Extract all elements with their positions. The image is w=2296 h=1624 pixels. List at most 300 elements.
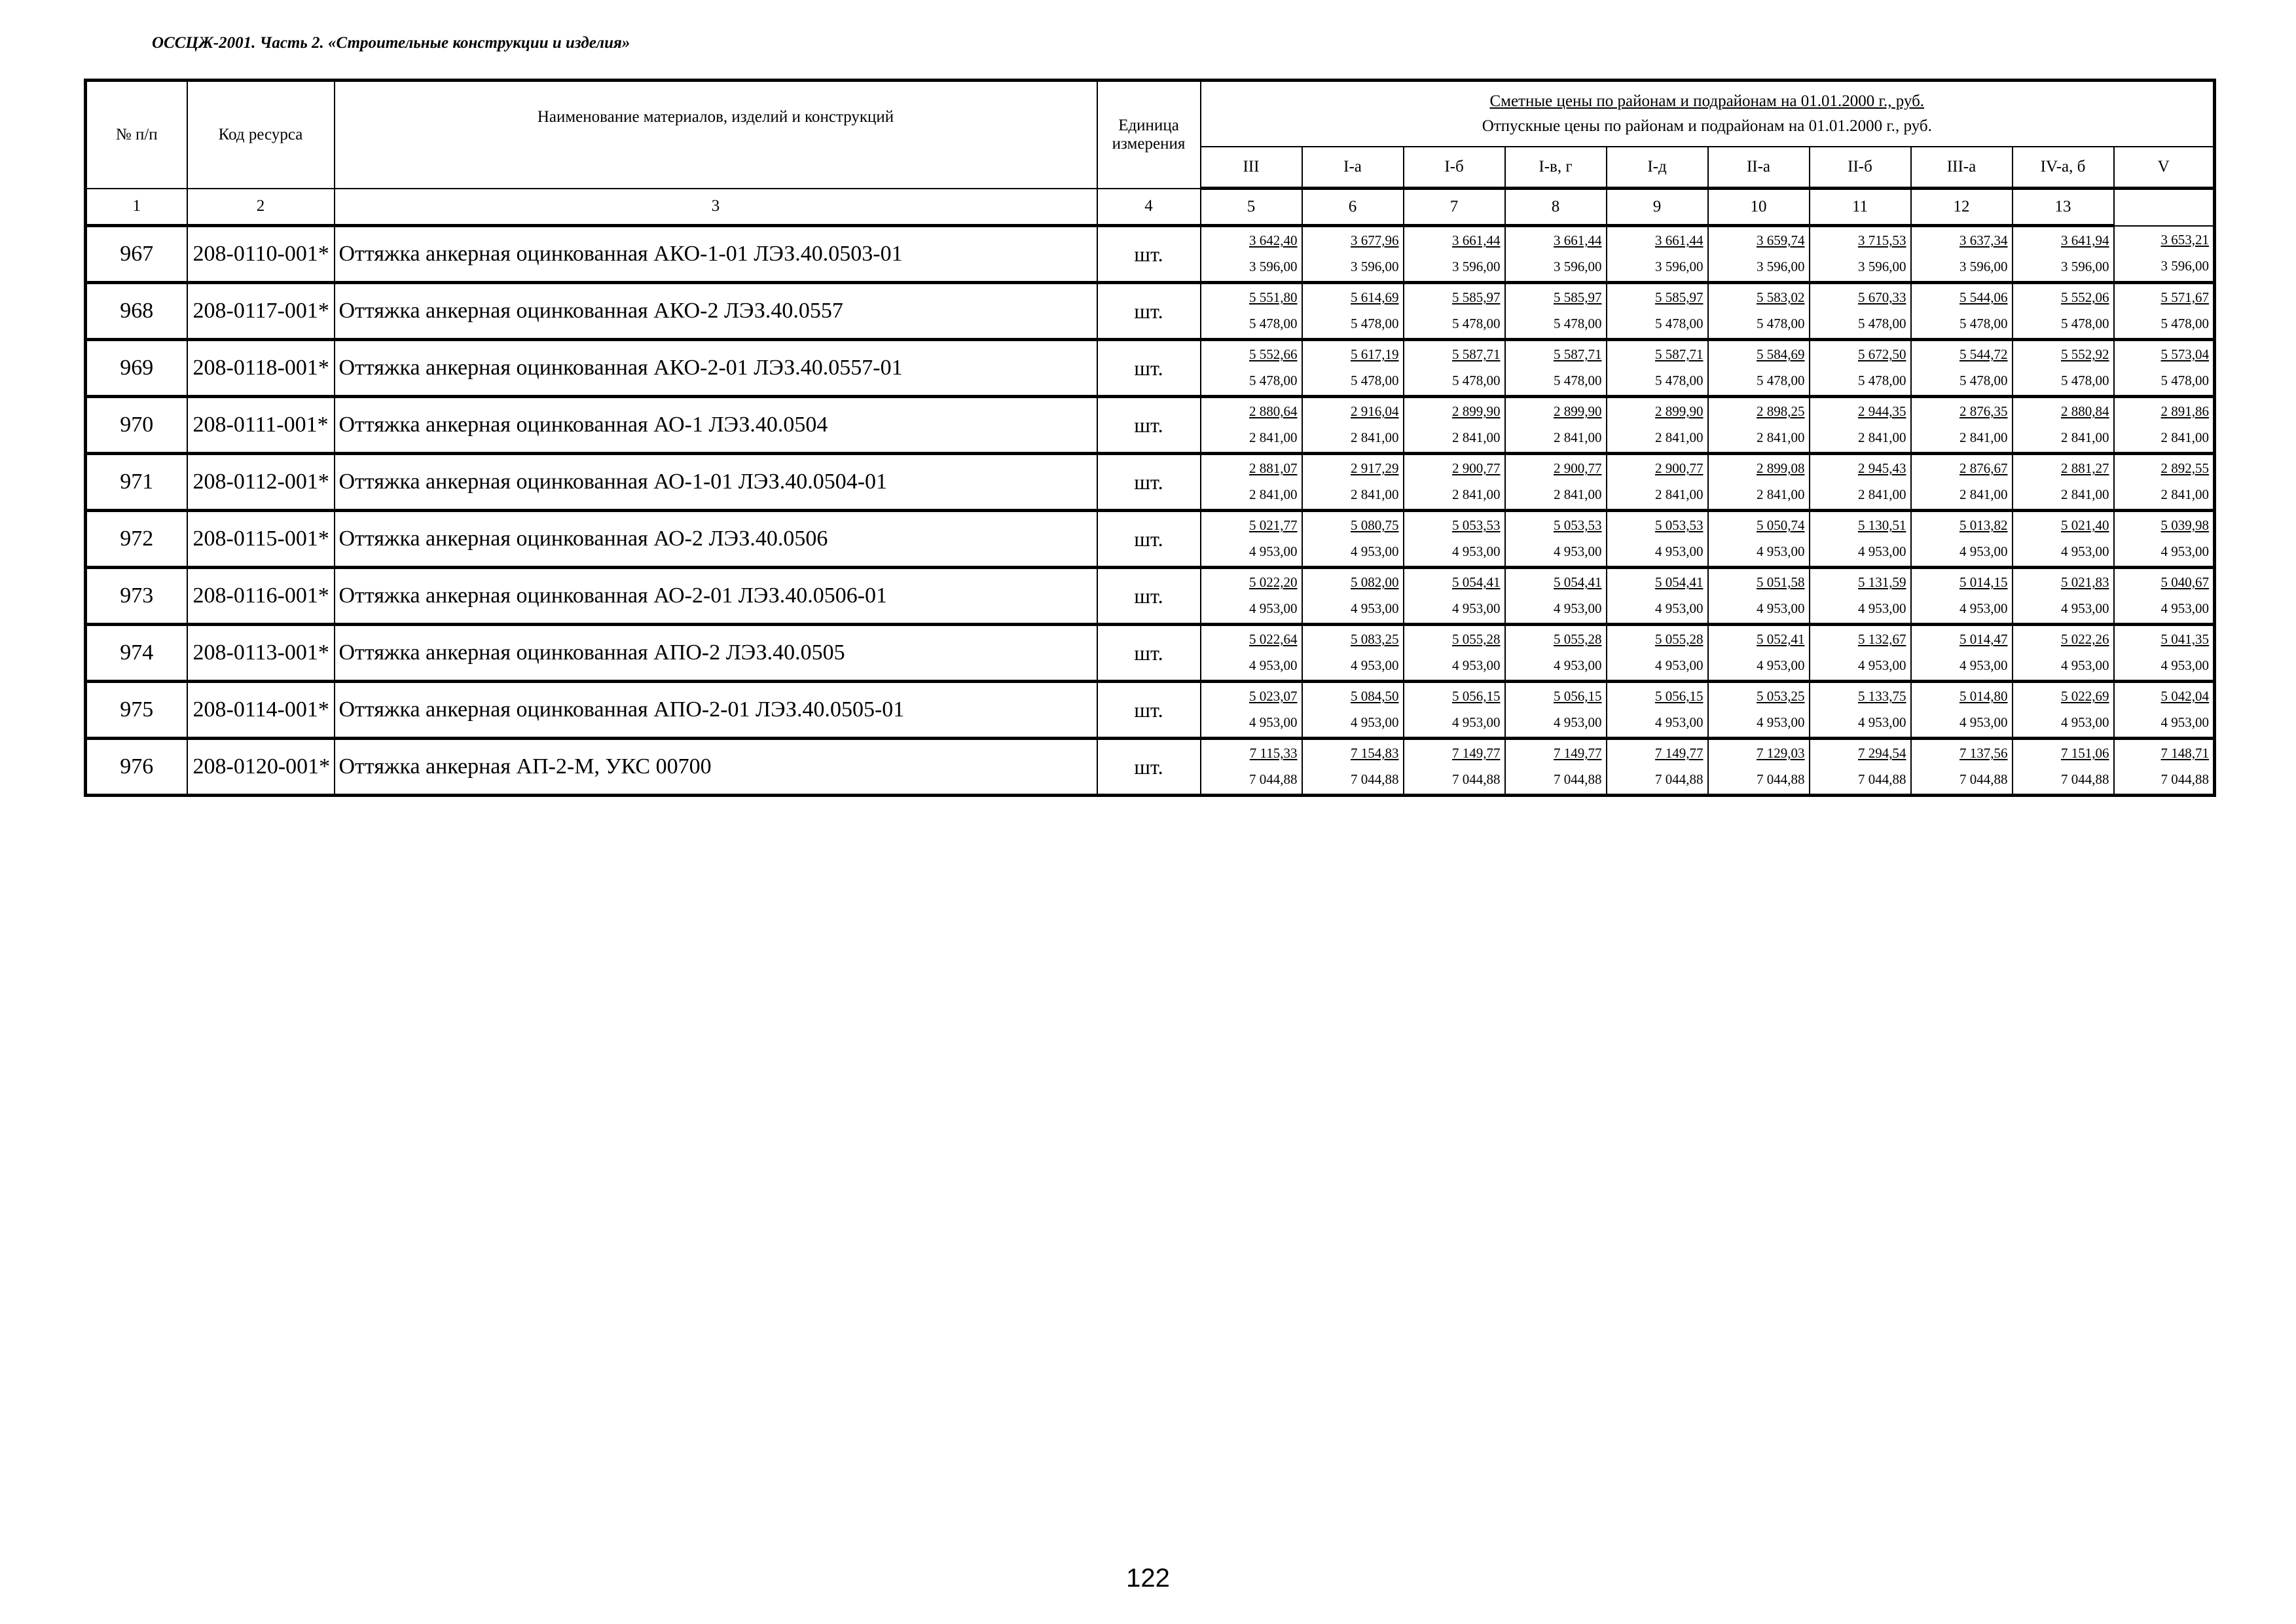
estimate-price: 2 900,77 <box>1554 460 1602 476</box>
price-cell <box>1505 568 1607 625</box>
estimate-price: 5 053,53 <box>1655 517 1704 533</box>
column-number: 7 <box>1404 189 1505 226</box>
price-cell <box>1708 511 1810 568</box>
price-cell <box>1708 397 1810 454</box>
price-cell <box>1404 340 1505 397</box>
unit-of-measure: шт. <box>1097 625 1201 682</box>
header-no: № п/п <box>86 81 187 189</box>
estimate-price: 5 013,82 <box>1959 517 2008 533</box>
unit-of-measure: шт. <box>1097 454 1201 511</box>
price-cell <box>1505 454 1607 511</box>
estimate-price: 5 544,72 <box>1959 346 2008 362</box>
row-number: 968 <box>86 283 187 340</box>
release-price: 2 841,00 <box>2061 487 2109 502</box>
release-price: 7 044,88 <box>1249 771 1298 787</box>
item-name: Оттяжка анкерная оцинкованная АО-2-01 ЛЭЗ.40.0506-01 <box>335 568 1097 625</box>
release-price: 7 044,88 <box>1351 771 1399 787</box>
price-cell <box>1201 226 1302 283</box>
release-price: 4 953,00 <box>2061 600 2109 616</box>
resource-code: 208-0120-001* <box>187 739 335 796</box>
release-price: 5 478,00 <box>1757 373 1805 388</box>
estimate-price: 7 149,77 <box>1655 745 1704 761</box>
release-price: 4 953,00 <box>1655 714 1704 730</box>
region-header: I-в, г <box>1505 147 1607 189</box>
estimate-price: 5 014,80 <box>1959 688 2008 704</box>
release-price: 5 478,00 <box>2160 316 2210 331</box>
estimate-price: 5 014,15 <box>1959 574 2008 590</box>
price-cell <box>1810 226 1911 283</box>
price-cell <box>1911 568 2013 625</box>
price-cell <box>1607 340 1708 397</box>
resource-code: 208-0114-001* <box>187 682 335 739</box>
release-price: 4 953,00 <box>1858 657 1906 673</box>
price-cell <box>1302 226 1404 283</box>
price-cell <box>1708 568 1810 625</box>
row-number: 972 <box>86 511 187 568</box>
row-number: 971 <box>86 454 187 511</box>
release-price: 3 596,00 <box>1554 259 1602 274</box>
price-cell <box>1607 568 1708 625</box>
release-price: 4 953,00 <box>2160 600 2210 616</box>
column-number: 12 <box>1911 189 2013 226</box>
unit-of-measure: шт. <box>1097 226 1201 283</box>
row-number: 969 <box>86 340 187 397</box>
price-cell <box>1607 397 1708 454</box>
release-price: 2 841,00 <box>1959 430 2008 445</box>
estimate-price: 2 881,07 <box>1249 460 1298 476</box>
estimate-price: 7 154,83 <box>1351 745 1399 761</box>
release-price: 4 953,00 <box>2061 544 2109 559</box>
row-number: 970 <box>86 397 187 454</box>
column-number-row <box>86 189 2215 226</box>
price-cell <box>2114 625 2215 682</box>
estimate-price: 5 052,41 <box>1757 631 1805 647</box>
resource-code: 208-0118-001* <box>187 340 335 397</box>
estimate-price: 5 584,69 <box>1757 346 1805 362</box>
release-price: 7 044,88 <box>1554 771 1602 787</box>
release-price: 2 841,00 <box>1554 487 1602 502</box>
price-cell <box>1607 511 1708 568</box>
price-cell <box>2013 568 2114 625</box>
estimate-price: 5 587,71 <box>1655 346 1704 362</box>
table-body <box>86 226 2215 796</box>
column-number: 11 <box>1810 189 1911 226</box>
price-cell <box>1708 739 1810 796</box>
price-cell <box>1404 682 1505 739</box>
price-cell <box>1708 454 1810 511</box>
item-name: Оттяжка анкерная АП-2-М, УКС 00700 <box>335 739 1097 796</box>
release-price: 5 478,00 <box>1655 373 1704 388</box>
release-price: 5 478,00 <box>1655 316 1704 331</box>
price-cell <box>1911 511 2013 568</box>
estimate-price: 7 151,06 <box>2061 745 2109 761</box>
release-price: 5 478,00 <box>1351 373 1399 388</box>
estimate-price: 5 585,97 <box>1655 289 1704 305</box>
item-name: Оттяжка анкерная оцинкованная АПО-2-01 ЛЭЗ.40.0505-01 <box>335 682 1097 739</box>
resource-code: 208-0113-001* <box>187 625 335 682</box>
estimate-price: 5 587,71 <box>1452 346 1501 362</box>
release-price: 4 953,00 <box>1249 657 1298 673</box>
estimate-price: 2 876,35 <box>1959 403 2008 419</box>
estimate-price: 2 916,04 <box>1351 403 1399 419</box>
header-prices-release: Отпускные цены по районам и подрайонам на 01.01.2000 г., руб. <box>1482 117 1932 135</box>
release-price: 2 841,00 <box>1858 487 1906 502</box>
estimate-price: 5 039,98 <box>2160 517 2210 533</box>
estimate-price: 3 677,96 <box>1351 232 1399 248</box>
release-price: 4 953,00 <box>1351 600 1399 616</box>
table-row <box>86 226 2215 283</box>
price-cell <box>1302 283 1404 340</box>
release-price: 2 841,00 <box>1757 430 1805 445</box>
release-price: 4 953,00 <box>1858 714 1906 730</box>
release-price: 4 953,00 <box>1452 657 1501 673</box>
estimate-price: 2 900,77 <box>1655 460 1704 476</box>
release-price: 4 953,00 <box>1959 544 2008 559</box>
price-cell <box>2013 226 2114 283</box>
estimate-price: 2 880,84 <box>2061 403 2109 419</box>
column-number: 5 <box>1201 189 1302 226</box>
estimate-price: 5 585,97 <box>1554 289 1602 305</box>
estimate-price: 2 899,90 <box>1452 403 1501 419</box>
price-cell <box>1302 511 1404 568</box>
unit-of-measure: шт. <box>1097 568 1201 625</box>
release-price: 5 478,00 <box>1249 373 1298 388</box>
price-table <box>84 79 2216 797</box>
price-cell <box>2013 739 2114 796</box>
release-price: 4 953,00 <box>1655 544 1704 559</box>
price-cell <box>1911 682 2013 739</box>
estimate-price: 5 084,50 <box>1351 688 1399 704</box>
release-price: 4 953,00 <box>2160 544 2210 559</box>
price-cell <box>1810 568 1911 625</box>
price-cell <box>1404 226 1505 283</box>
region-header: I-б <box>1404 147 1505 189</box>
release-price: 4 953,00 <box>1757 657 1805 673</box>
release-price: 3 596,00 <box>1351 259 1399 274</box>
estimate-price: 5 551,80 <box>1249 289 1298 305</box>
price-cell <box>1607 739 1708 796</box>
price-cell <box>1708 625 1810 682</box>
release-price: 5 478,00 <box>2061 373 2109 388</box>
release-price: 4 953,00 <box>1959 657 2008 673</box>
price-cell <box>1911 226 2013 283</box>
estimate-price: 5 670,33 <box>1858 289 1906 305</box>
region-header: II-б <box>1810 147 1911 189</box>
release-price: 4 953,00 <box>1452 600 1501 616</box>
estimate-price: 3 659,74 <box>1757 232 1805 248</box>
estimate-price: 2 900,77 <box>1452 460 1501 476</box>
release-price: 5 478,00 <box>1858 373 1906 388</box>
resource-code: 208-0115-001* <box>187 511 335 568</box>
estimate-price: 5 055,28 <box>1554 631 1602 647</box>
price-cell <box>1810 283 1911 340</box>
price-cell <box>1404 739 1505 796</box>
estimate-price: 5 614,69 <box>1351 289 1399 305</box>
release-price: 2 841,00 <box>1655 487 1704 502</box>
estimate-price: 5 573,04 <box>2160 346 2210 362</box>
release-price: 4 953,00 <box>2061 657 2109 673</box>
item-name: Оттяжка анкерная оцинкованная АКО-2-01 ЛЭЗ.40.0557-01 <box>335 340 1097 397</box>
price-cell <box>2013 283 2114 340</box>
release-price: 5 478,00 <box>2061 316 2109 331</box>
estimate-price: 5 130,51 <box>1858 517 1906 533</box>
region-header: IV-а, б <box>2013 147 2114 189</box>
estimate-price: 5 131,59 <box>1858 574 1906 590</box>
resource-code: 208-0117-001* <box>187 283 335 340</box>
estimate-price: 5 583,02 <box>1757 289 1805 305</box>
price-cell <box>1505 739 1607 796</box>
price-cell <box>1404 568 1505 625</box>
release-price: 5 478,00 <box>1452 316 1501 331</box>
price-cell <box>1607 625 1708 682</box>
table-row <box>86 739 2215 796</box>
unit-of-measure: шт. <box>1097 739 1201 796</box>
unit-of-measure: шт. <box>1097 682 1201 739</box>
estimate-price: 5 023,07 <box>1249 688 1298 704</box>
release-price: 4 953,00 <box>1249 600 1298 616</box>
estimate-price: 5 056,15 <box>1554 688 1602 704</box>
estimate-price: 5 022,26 <box>2061 631 2109 647</box>
estimate-price: 5 571,67 <box>2160 289 2210 305</box>
release-price: 4 953,00 <box>1858 544 1906 559</box>
price-cell <box>1505 340 1607 397</box>
column-number: 13 <box>2013 189 2114 226</box>
price-cell <box>1607 226 1708 283</box>
estimate-price: 5 672,50 <box>1858 346 1906 362</box>
column-number: 4 <box>1097 189 1201 226</box>
estimate-price: 5 552,92 <box>2061 346 2109 362</box>
row-number: 976 <box>86 739 187 796</box>
price-cell <box>1708 340 1810 397</box>
estimate-price: 5 022,64 <box>1249 631 1298 647</box>
price-cell <box>1201 283 1302 340</box>
price-cell <box>1708 226 1810 283</box>
release-price: 2 841,00 <box>1351 487 1399 502</box>
estimate-price: 5 055,28 <box>1655 631 1704 647</box>
estimate-price: 3 661,44 <box>1655 232 1704 248</box>
price-cell <box>2013 511 2114 568</box>
estimate-price: 5 552,66 <box>1249 346 1298 362</box>
price-cell <box>2013 682 2114 739</box>
item-name: Оттяжка анкерная оцинкованная АКО-2 ЛЭЗ.40.0557 <box>335 283 1097 340</box>
estimate-price: 5 022,69 <box>2061 688 2109 704</box>
price-cell <box>1404 283 1505 340</box>
column-number: 8 <box>1505 189 1607 226</box>
release-price: 5 478,00 <box>1452 373 1501 388</box>
estimate-price: 5 552,06 <box>2061 289 2109 305</box>
estimate-price: 5 056,15 <box>1452 688 1501 704</box>
estimate-price: 5 056,15 <box>1655 688 1704 704</box>
release-price: 3 596,00 <box>1959 259 2008 274</box>
price-cell <box>2114 739 2215 796</box>
unit-of-measure: шт. <box>1097 397 1201 454</box>
release-price: 4 953,00 <box>2160 657 2210 673</box>
release-price: 4 953,00 <box>1554 600 1602 616</box>
price-cell <box>2114 511 2215 568</box>
estimate-price: 2 944,35 <box>1858 403 1906 419</box>
price-cell <box>2114 397 2215 454</box>
estimate-price: 7 149,77 <box>1554 745 1602 761</box>
release-price: 2 841,00 <box>2160 430 2210 445</box>
estimate-price: 3 641,94 <box>2061 232 2109 248</box>
price-cell <box>1302 625 1404 682</box>
header-name: Наименование материалов, изделий и конструкций <box>335 81 1097 189</box>
estimate-price: 5 082,00 <box>1351 574 1399 590</box>
estimate-price: 5 080,75 <box>1351 517 1399 533</box>
row-number: 967 <box>86 226 187 283</box>
price-cell <box>2114 340 2215 397</box>
estimate-price: 3 637,34 <box>1959 232 2008 248</box>
estimate-price: 3 653,21 <box>2160 231 2210 248</box>
running-header: ОССЦЖ-2001. Часть 2. «Строительные конструкции и изделия» <box>152 34 630 52</box>
row-number: 974 <box>86 625 187 682</box>
price-cell <box>1505 397 1607 454</box>
release-price: 3 596,00 <box>1655 259 1704 274</box>
release-price: 2 841,00 <box>1351 430 1399 445</box>
release-price: 4 953,00 <box>1554 657 1602 673</box>
estimate-price: 2 899,90 <box>1655 403 1704 419</box>
release-price: 2 841,00 <box>2061 430 2109 445</box>
estimate-price: 5 050,74 <box>1757 517 1805 533</box>
release-price: 4 953,00 <box>1757 714 1805 730</box>
estimate-price: 5 544,06 <box>1959 289 2008 305</box>
estimate-price: 2 881,27 <box>2061 460 2109 476</box>
release-price: 3 596,00 <box>2160 257 2210 274</box>
release-price: 2 841,00 <box>2160 487 2210 502</box>
release-price: 4 953,00 <box>1655 657 1704 673</box>
table-row <box>86 340 2215 397</box>
estimate-price: 3 715,53 <box>1858 232 1906 248</box>
unit-of-measure: шт. <box>1097 340 1201 397</box>
region-header: V <box>2114 147 2215 189</box>
release-price: 5 478,00 <box>1351 316 1399 331</box>
price-cell <box>1302 340 1404 397</box>
price-cell <box>2114 454 2215 511</box>
estimate-price: 5 133,75 <box>1858 688 1906 704</box>
item-name: Оттяжка анкерная оцинкованная АО-1-01 ЛЭЗ.40.0504-01 <box>335 454 1097 511</box>
estimate-price: 5 021,77 <box>1249 517 1298 533</box>
estimate-price: 5 132,67 <box>1858 631 1906 647</box>
price-cell <box>2013 340 2114 397</box>
release-price: 4 953,00 <box>2160 714 2210 730</box>
price-cell <box>1810 739 1911 796</box>
item-name: Оттяжка анкерная оцинкованная АКО-1-01 ЛЭЗ.40.0503-01 <box>335 226 1097 283</box>
estimate-price: 5 083,25 <box>1351 631 1399 647</box>
price-cell <box>1302 568 1404 625</box>
release-price: 5 478,00 <box>1959 316 2008 331</box>
price-cell <box>2013 454 2114 511</box>
release-price: 2 841,00 <box>1757 487 1805 502</box>
estimate-price: 5 617,19 <box>1351 346 1399 362</box>
release-price: 4 953,00 <box>1655 600 1704 616</box>
price-cell <box>1201 625 1302 682</box>
release-price: 3 596,00 <box>1452 259 1501 274</box>
price-cell <box>1810 511 1911 568</box>
estimate-price: 7 148,71 <box>2160 745 2210 761</box>
estimate-price: 3 642,40 <box>1249 232 1298 248</box>
price-cell <box>2114 226 2215 283</box>
price-cell <box>1404 511 1505 568</box>
table-row <box>86 511 2215 568</box>
price-cell <box>1201 454 1302 511</box>
resource-code: 208-0110-001* <box>187 226 335 283</box>
estimate-price: 5 053,53 <box>1554 517 1602 533</box>
price-cell <box>1911 283 2013 340</box>
row-number: 975 <box>86 682 187 739</box>
estimate-price: 7 115,33 <box>1249 745 1298 761</box>
release-price: 7 044,88 <box>2061 771 2109 787</box>
release-price: 4 953,00 <box>1858 600 1906 616</box>
item-name: Оттяжка анкерная оцинкованная АО-2 ЛЭЗ.40.0506 <box>335 511 1097 568</box>
estimate-price: 5 041,35 <box>2160 631 2210 647</box>
header-prices-estimate: Сметные цены по районам и подрайонам на 01.01.2000 г., руб. <box>1489 92 1925 110</box>
table-row <box>86 682 2215 739</box>
estimate-price: 2 891,86 <box>2160 403 2210 419</box>
header-unit: Единица измерения <box>1097 81 1201 189</box>
price-cell <box>1911 397 2013 454</box>
item-name: Оттяжка анкерная оцинкованная АПО-2 ЛЭЗ.40.0505 <box>335 625 1097 682</box>
price-cell <box>1302 682 1404 739</box>
price-cell <box>1404 454 1505 511</box>
estimate-price: 5 022,20 <box>1249 574 1298 590</box>
price-cell <box>1505 625 1607 682</box>
release-price: 5 478,00 <box>1959 373 2008 388</box>
price-cell <box>1404 625 1505 682</box>
estimate-price: 5 054,41 <box>1452 574 1501 590</box>
table-row <box>86 283 2215 340</box>
release-price: 2 841,00 <box>1452 487 1501 502</box>
price-cell <box>1607 454 1708 511</box>
table-row <box>86 454 2215 511</box>
release-price: 4 953,00 <box>1959 600 2008 616</box>
price-cell <box>1201 682 1302 739</box>
estimate-price: 5 053,25 <box>1757 688 1805 704</box>
estimate-price: 2 899,08 <box>1757 460 1805 476</box>
price-cell <box>1302 739 1404 796</box>
release-price: 2 841,00 <box>1452 430 1501 445</box>
release-price: 4 953,00 <box>1249 544 1298 559</box>
release-price: 2 841,00 <box>1858 430 1906 445</box>
release-price: 2 841,00 <box>1554 430 1602 445</box>
release-price: 4 953,00 <box>1249 714 1298 730</box>
region-header: I-а <box>1302 147 1404 189</box>
release-price: 2 841,00 <box>1959 487 2008 502</box>
price-cell <box>1201 397 1302 454</box>
region-header: I-д <box>1607 147 1708 189</box>
price-cell <box>1201 511 1302 568</box>
release-price: 4 953,00 <box>1351 714 1399 730</box>
column-number: 3 <box>335 189 1097 226</box>
table-row <box>86 397 2215 454</box>
release-price: 2 841,00 <box>1655 430 1704 445</box>
price-cell <box>1201 568 1302 625</box>
price-cell <box>1810 397 1911 454</box>
release-price: 4 953,00 <box>1452 714 1501 730</box>
release-price: 5 478,00 <box>1858 316 1906 331</box>
estimate-price: 5 040,67 <box>2160 574 2210 590</box>
estimate-price: 7 137,56 <box>1959 745 2008 761</box>
estimate-price: 2 892,55 <box>2160 460 2210 476</box>
price-cell <box>1302 454 1404 511</box>
release-price: 4 953,00 <box>2061 714 2109 730</box>
price-cell <box>1302 397 1404 454</box>
region-header: III-а <box>1911 147 2013 189</box>
price-cell <box>1505 283 1607 340</box>
unit-of-measure: шт. <box>1097 511 1201 568</box>
estimate-price: 2 876,67 <box>1959 460 2008 476</box>
release-price: 5 478,00 <box>1554 316 1602 331</box>
estimate-price: 5 021,83 <box>2061 574 2109 590</box>
